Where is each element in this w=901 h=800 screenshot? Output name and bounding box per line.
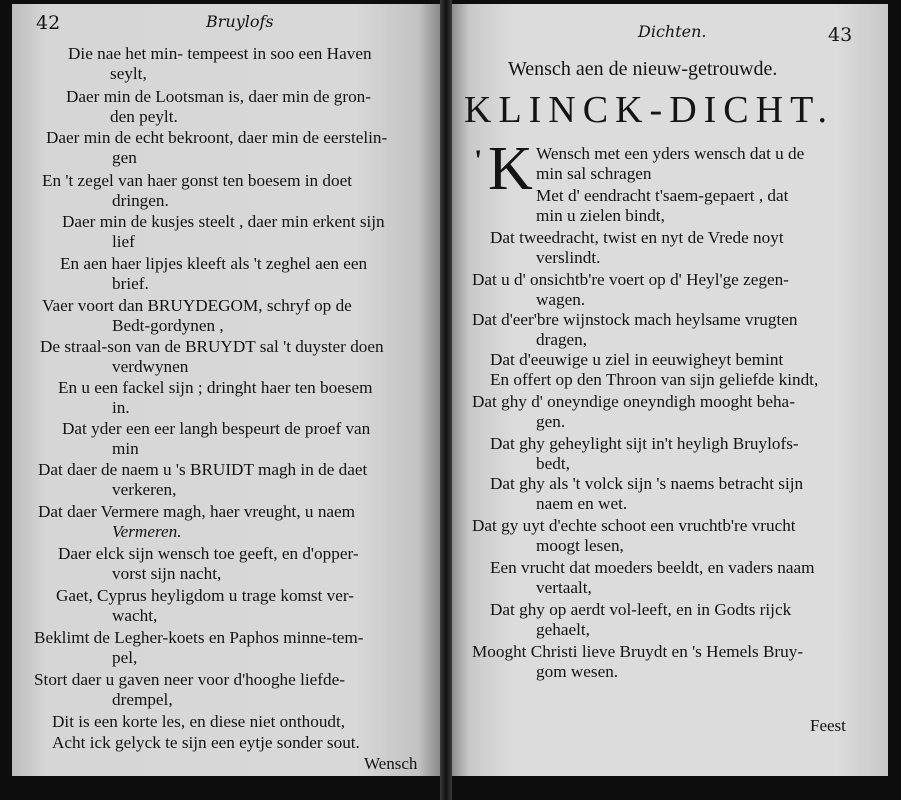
left-line: Bedt-gordynen , [112,316,224,335]
left-catchword: Wensch [364,754,418,773]
left-line: Gaet, Cyprus heyligdom u trage komst ver- [56,586,354,605]
right-line: gehaelt, [536,620,590,639]
left-line: De straal-son van de BRUYDT sal 't duyster doen [40,337,384,356]
left-line: vorst sijn nacht, [112,564,222,583]
left-line: En u een fackel sijn ; dringht haer ten boesem [58,378,373,397]
poem-title: KLINCK-DICHT. [464,89,834,131]
left-running-head: Bruylofs [206,12,274,31]
left-line: brief. [112,274,149,293]
right-line: Met d' eendracht t'saem-gepaert , dat [536,186,789,205]
left-line: verkeren, [112,480,177,499]
left-page [12,4,440,776]
right-line: moogt lesen, [536,536,624,555]
right-line: vertaalt, [536,578,592,597]
left-line: Dat daer de naem u 's BRUIDT magh in de daet [38,460,368,479]
right-line: min sal schragen [536,164,652,183]
right-line: Dat ghy d' oneyndige oneyndigh mooght beha- [472,392,795,411]
left-line: Dat yder een eer langh bespeurt de proef van [62,419,371,438]
right-line: Dat d'eer'bre wijnstock mach heylsame vrugten [472,310,798,329]
right-line: Wensch met een yders wensch dat u de [536,144,805,163]
right-page [452,4,888,776]
right-line: Dat gy uyt d'echte schoot een vruchtb're vrucht [472,516,796,535]
right-line: verslindt. [536,248,601,267]
left-line: Vaer voort dan BRUYDEGOM, schryf op de [42,296,352,315]
left-line: Beklimt de Legher-koets en Paphos minne-tem- [34,628,364,647]
left-line: drempel, [112,690,173,709]
right-line: Dat ghy als 't volck sijn 's naems betracht sijn [490,474,804,493]
book-gutter [440,0,452,800]
right-line: naem en wet. [536,494,628,513]
left-line: Die nae het min- tempeest in soo een Haven [68,44,372,63]
left-line: seylt, [110,64,147,83]
left-line: Daer min de kusjes steelt , daer min erkent sijn [62,212,385,231]
right-running-head: Dichten. [638,22,707,41]
left-line: wacht, [112,606,158,625]
left-line: Daer min de echt bekroont, daer min de eerstelin- [46,128,388,147]
left-line: lief [112,232,135,251]
right-line: Mooght Christi lieve Bruydt en 's Hemels Bruy- [472,642,804,661]
poem-subtitle: Wensch aen de nieuw-getrouwde. [508,58,778,80]
right-page-number: 43 [828,24,853,46]
left-line: En aen haer lipjes kleeft als 't zeghel aen een [60,254,368,273]
left-line: gen [112,148,137,167]
left-line: Acht ick gelyck te sijn een eytje sonder sout. [52,733,360,752]
right-line: Dat tweedracht, twist en nyt de Vrede noyt [490,228,784,247]
right-line: Dat u d' onsichtb're voert op d' Heyl'ge zegen- [472,270,789,289]
left-line: Daer min de Lootsman is, daer min de gron- [66,87,371,106]
left-line: En 't zegel van haer gonst ten boesem in doet [42,171,352,190]
left-line: Stort daer u gaven neer voor d'hooghe liefde- [34,670,345,689]
left-page-number: 42 [36,12,61,34]
right-catchword: Feest [810,716,846,735]
left-line: dringen. [112,191,169,210]
right-line: bedt, [536,454,570,473]
right-line: Dat ghy op aerdt vol-leeft, en in Godts rijck [490,600,792,619]
left-line: min [112,439,139,458]
left-line: den peylt. [110,107,178,126]
left-line: pel, [112,648,138,667]
right-line: dragen, [536,330,588,349]
right-line: Een vrucht dat moeders beeldt, en vaders naam [490,558,815,577]
left-line: in. [112,398,130,417]
left-line: verdwynen [112,357,189,376]
drop-cap: K [488,135,533,203]
right-line: wagen. [536,290,586,309]
right-line: gom wesen. [536,662,619,681]
left-line: Dit is een korte les, en diese niet onthoudt, [52,712,346,731]
opening-quote: ' [474,144,483,177]
right-line: En offert op den Throon van sijn geliefde kindt, [490,370,819,389]
right-line: min u zielen bindt, [536,206,665,225]
left-line: Vermeren. [112,522,182,541]
right-line: Dat d'eeuwige u ziel in eeuwigheyt bemint [490,350,784,369]
right-line: Dat ghy geheylight sijt in't heyligh Bruylofs- [490,434,799,453]
left-line: Dat daer Vermere magh, haer vreught, u naem [38,502,356,521]
right-line: gen. [536,412,566,431]
left-line: Daer elck sijn wensch toe geeft, en d'opper- [58,544,359,563]
